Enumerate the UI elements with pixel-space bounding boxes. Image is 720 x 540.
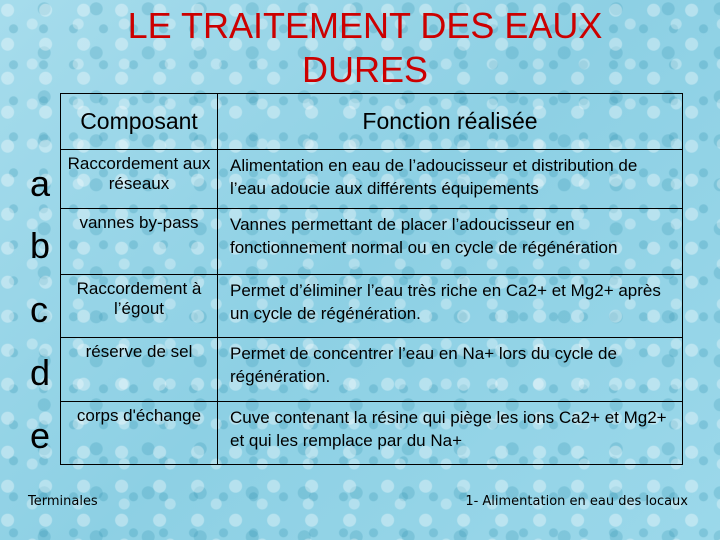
component-cell: corps d'échange <box>61 401 218 464</box>
footer-left-text: Terminales <box>28 494 98 509</box>
header-function: Fonction réalisée <box>218 94 683 150</box>
row-letter-c: c <box>30 289 48 330</box>
function-cell: Vannes permettant de placer l’adoucisseur en fonctionnement normal ou en cycle de régénération <box>218 209 683 274</box>
function-cell: Permet de concentrer l’eau en Na+ lors du cycle de régénération. <box>218 338 683 401</box>
table-row <box>61 338 683 401</box>
function-cell: Alimentation en eau de l’adoucisseur et distribution de l’eau adoucie aux différents équipements <box>218 150 683 209</box>
table-row <box>61 209 683 274</box>
row-letter-b: b <box>30 225 51 266</box>
slide-title: LE TRAITEMENT DES EAUX DURES <box>127 5 603 90</box>
component-cell: vannes by-pass <box>61 209 218 274</box>
function-cell: Cuve contenant la résine qui piège les ions Ca2+ et Mg2+ et qui les remplace par du Na+ <box>218 401 683 464</box>
function-cell: Permet d’éliminer l’eau très riche en Ca2+ et Mg2+ après un cycle de régénération. <box>218 274 683 337</box>
footer-right-text: 1- Alimentation en eau des locaux <box>465 494 688 509</box>
table-row <box>61 150 683 209</box>
table-header-row <box>61 94 683 150</box>
component-function-table <box>60 93 683 465</box>
table-row <box>61 274 683 337</box>
table-row <box>61 401 683 464</box>
row-letter-e: e <box>30 415 51 456</box>
row-letter-a: a <box>30 163 51 204</box>
header-component: Composant <box>61 94 218 150</box>
component-cell: Raccordement à l’égout <box>61 274 218 337</box>
row-letter-d: d <box>30 352 51 393</box>
component-cell: Raccordement aux réseaux <box>61 150 218 209</box>
component-cell: réserve de sel <box>61 338 218 401</box>
